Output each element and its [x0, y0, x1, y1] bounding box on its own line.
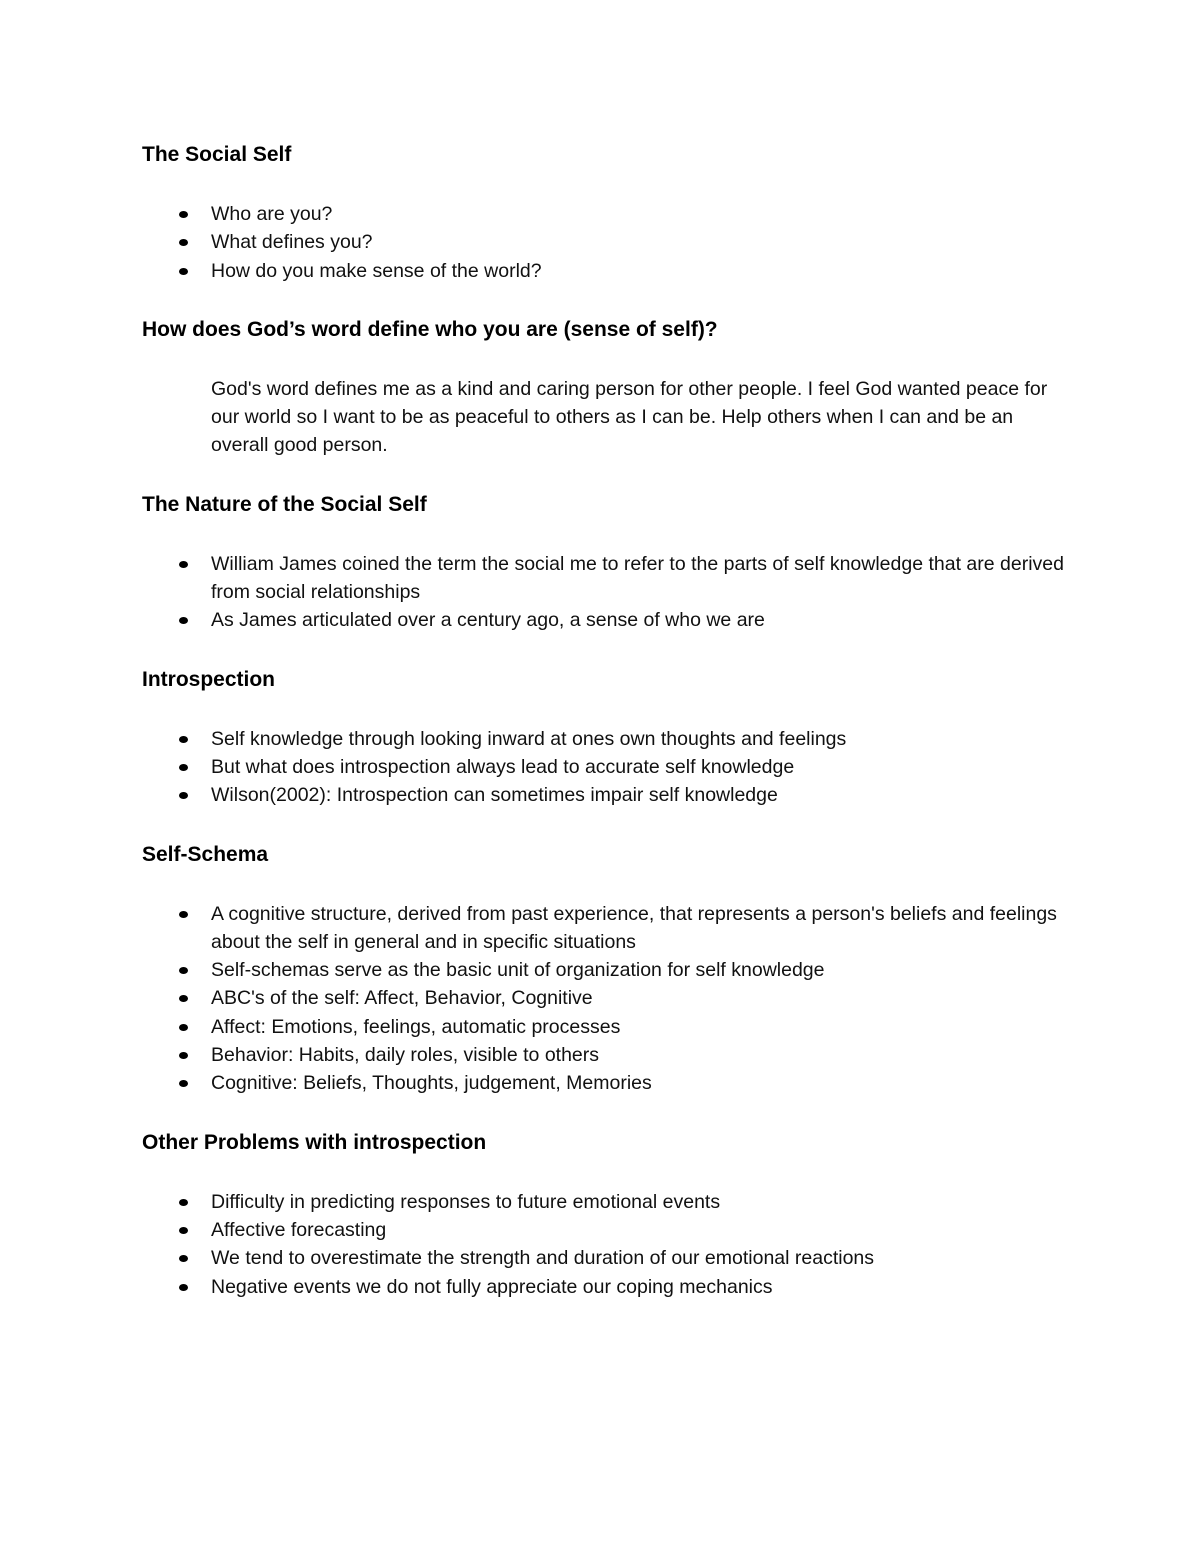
- bullet-list-self-schema: [142, 900, 1072, 1098]
- section-heading-gods-word: How does God’s word define who you are (sense of self)?: [142, 317, 718, 341]
- bullet-list-introspection: [142, 725, 1072, 810]
- bullet-icon: [179, 239, 188, 246]
- list-item: [142, 1013, 1072, 1041]
- bullet-icon: [179, 792, 188, 799]
- list-item-text: Affect: Emotions, feelings, automatic processes: [211, 1015, 621, 1038]
- document-page: [142, 140, 1072, 1301]
- list-item: [142, 956, 1072, 984]
- list-item-text: Difficulty in predicting responses to future emotional events: [211, 1190, 721, 1213]
- list-item: [142, 753, 1072, 781]
- bullet-list-social-self: [142, 200, 1072, 285]
- section-heading-other-problems: Other Problems with introspection: [142, 1130, 487, 1154]
- list-item-text: William James coined the term the social me to refer to the parts of self knowledge that are derived from social relationships: [211, 552, 1064, 604]
- list-item: [142, 984, 1072, 1012]
- list-item: [142, 257, 1072, 285]
- list-item: [142, 1216, 1072, 1244]
- list-item-text: A cognitive structure, derived from past experience, that represents a person's beliefs and feelings about the self in general and in specific situations: [211, 902, 1057, 953]
- list-item: [142, 228, 1072, 256]
- list-item-text: Who are you?: [211, 203, 333, 225]
- bullet-icon: [179, 764, 188, 771]
- list-item: [142, 606, 1072, 634]
- bullet-icon: [179, 911, 188, 918]
- list-item-text: How do you make sense of the world?: [211, 259, 542, 282]
- list-item-text: Affective forecasting: [211, 1218, 387, 1241]
- bullet-icon: [179, 967, 188, 974]
- bullet-icon: [179, 736, 188, 743]
- list-item-text: What defines you?: [211, 231, 373, 254]
- list-item-text: We tend to overestimate the strength and duration of our emotional reactions: [211, 1247, 875, 1270]
- list-item: [142, 900, 1072, 957]
- list-item: [142, 1041, 1072, 1069]
- list-item: [142, 781, 1072, 809]
- list-item-text: Self knowledge through looking inward at ones own thoughts and feelings: [211, 727, 847, 750]
- list-item-text: But what does introspection always lead to accurate self knowledge: [211, 755, 795, 778]
- bullet-icon: [179, 1052, 188, 1059]
- bullet-icon: [179, 1227, 188, 1234]
- bullet-icon: [179, 1199, 188, 1206]
- list-item-text: Behavior: Habits, daily roles, visible to others: [211, 1044, 600, 1067]
- list-item-text: Negative events we do not fully appreciate our coping mechanics: [211, 1275, 773, 1298]
- bullet-icon: [179, 1255, 188, 1262]
- bullet-icon: [179, 1284, 188, 1291]
- list-item: [142, 1244, 1072, 1272]
- section-heading-self-schema: Self-Schema: [142, 842, 269, 866]
- bullet-list-other-problems: [142, 1188, 1072, 1301]
- bullet-icon: [179, 268, 188, 275]
- list-item-text: Wilson(2002): Introspection can sometimes impair self knowledge: [211, 784, 778, 807]
- list-item: [142, 200, 1072, 228]
- list-item: [142, 725, 1072, 753]
- section-heading-introspection: Introspection: [142, 667, 276, 691]
- section-heading-social-self: The Social Self: [142, 143, 292, 166]
- answer-paragraph: God's word defines me as a kind and caring person for other people. I feel God wanted peace for our world so I want to be as peaceful to others as I can be. Help others when I can and be an overall good person.: [211, 377, 1048, 457]
- bullet-icon: [179, 211, 188, 218]
- bullet-icon: [179, 617, 188, 624]
- bullet-icon: [179, 995, 188, 1002]
- list-item: [142, 550, 1072, 607]
- list-item-text: Cognitive: Beliefs, Thoughts, judgement, Memories: [211, 1072, 652, 1095]
- list-item-text: ABC's of the self: Affect, Behavior, Cognitive: [211, 987, 593, 1010]
- list-item-text: Self-schemas serve as the basic unit of organization for self knowledge: [211, 959, 825, 982]
- bullet-list-nature-social-self: [142, 550, 1072, 635]
- section-heading-nature-social-self: The Nature of the Social Self: [142, 492, 427, 516]
- list-item-text: As James articulated over a century ago, a sense of who we are: [211, 609, 765, 632]
- list-item: [142, 1069, 1072, 1097]
- list-item: [142, 1273, 1072, 1301]
- list-item: [142, 1188, 1072, 1216]
- bullet-icon: [179, 561, 188, 568]
- bullet-icon: [179, 1024, 188, 1031]
- bullet-icon: [179, 1080, 188, 1087]
